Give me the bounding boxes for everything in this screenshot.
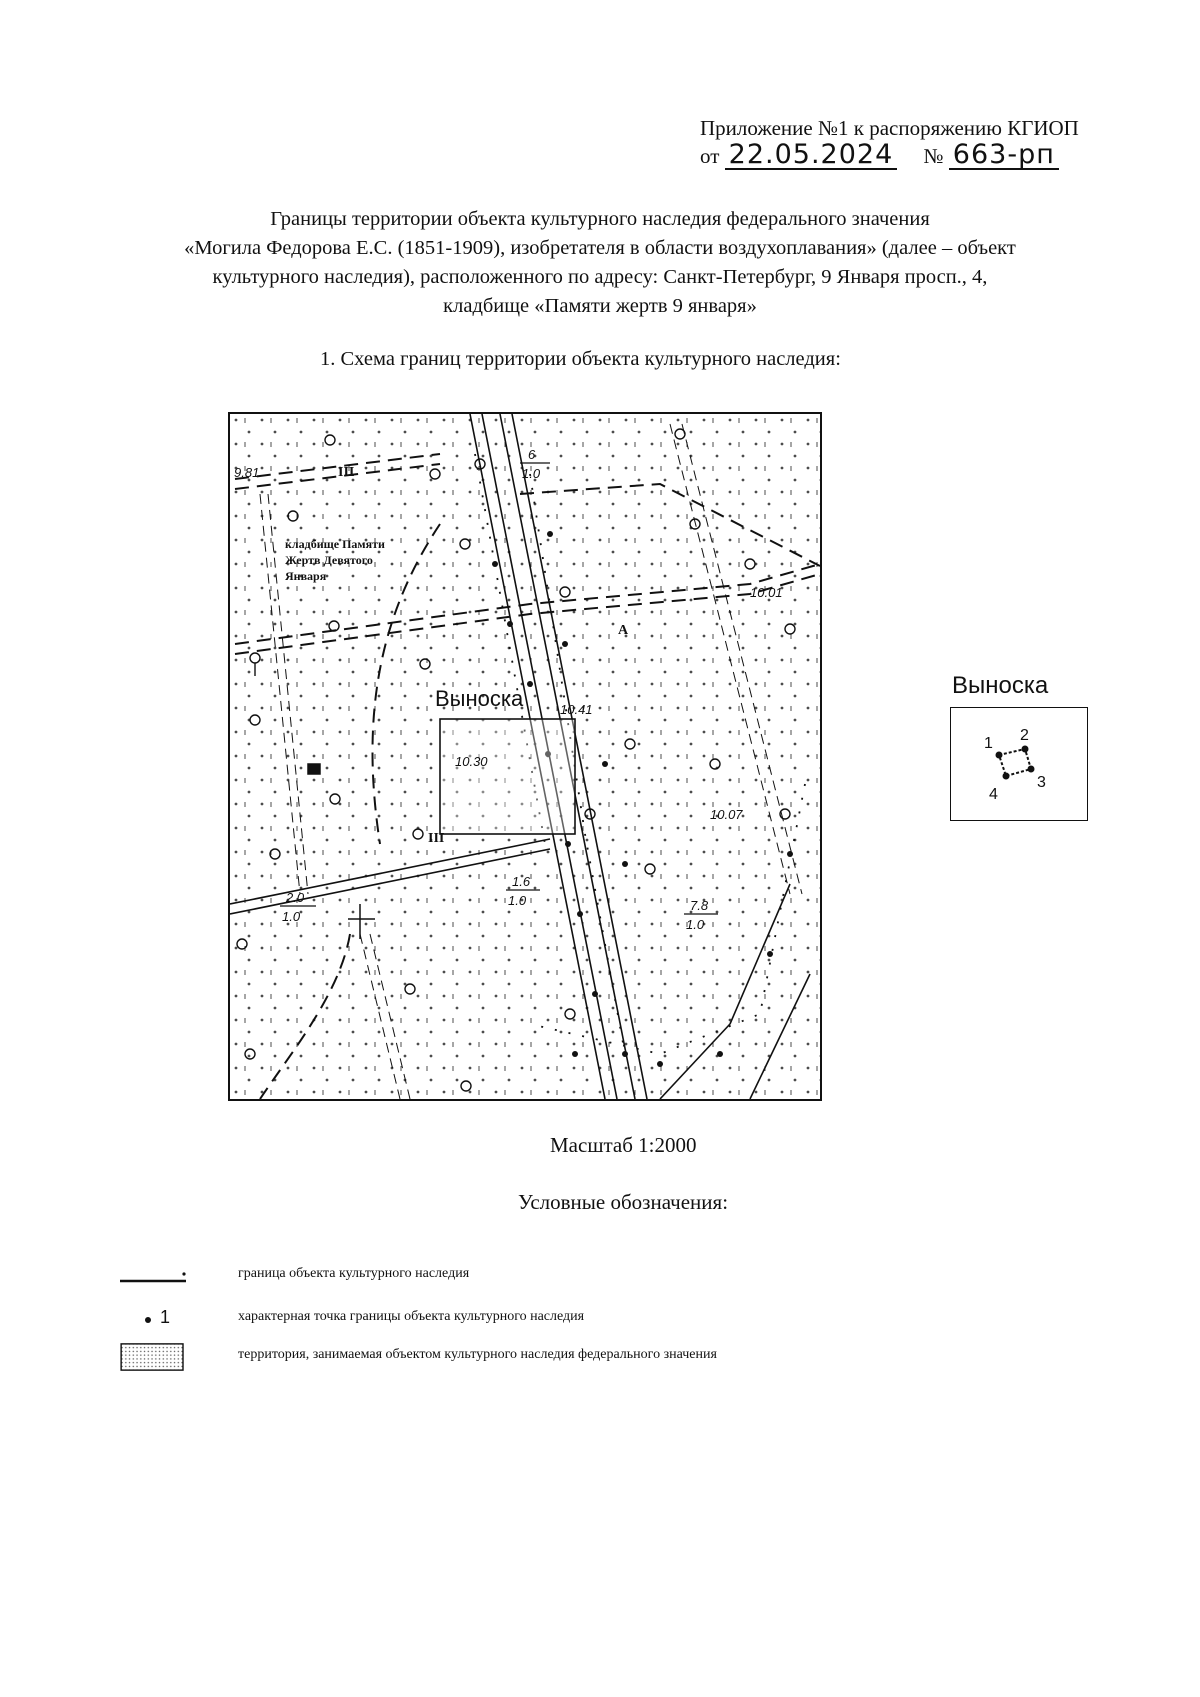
- road-dim-top: 2.0: [286, 890, 305, 905]
- elevation: 9.81: [234, 465, 260, 480]
- boundary-line-symbol: [118, 1261, 188, 1291]
- elevation: 10.01: [750, 585, 783, 600]
- inset-point: [1003, 773, 1010, 780]
- inset-title: Выноска: [952, 672, 1049, 699]
- legend-text: территория, занимаемая объектом культурного наследия федерального значения: [238, 1347, 717, 1362]
- inset-point: [1028, 766, 1035, 773]
- legend-item-boundary: [118, 1261, 1018, 1291]
- road-dim-bottom: 1.0: [508, 893, 527, 908]
- map-mark: III: [338, 465, 355, 480]
- legend-title: Условные обозначения:: [518, 1190, 729, 1214]
- title-line: культурного наследия), расположенного по адресу: Санкт-Петербург, 9 Января просп., 4,: [212, 266, 988, 288]
- legend-point-label: 1: [160, 1307, 171, 1327]
- legend-item-point: [118, 1304, 1018, 1334]
- inset-point-label: 1: [984, 735, 993, 752]
- place-label: Жертв Девятого: [285, 553, 373, 567]
- order-reference: [700, 139, 1059, 170]
- road-dim-top: 7.8: [690, 898, 709, 913]
- inset-panel: [950, 707, 1088, 821]
- title-line: кладбище «Памяти жертв 9 января»: [443, 295, 757, 317]
- order-date: 22.05.2024: [725, 142, 898, 170]
- map-scale: Масштаб 1:2000: [550, 1133, 697, 1157]
- road-dim-top: 6: [528, 447, 536, 462]
- place-label: Января: [285, 569, 327, 583]
- callout-frame: [440, 719, 575, 834]
- hatched-area-symbol: [118, 1342, 188, 1372]
- road-dim-bottom: 1.0: [686, 917, 705, 932]
- road-dim-top: 1.6: [512, 874, 531, 889]
- road-dim-bottom: 1.0: [522, 466, 541, 481]
- number-prefix: №: [923, 144, 944, 168]
- title-line: «Могила Федорова Е.С. (1851-1909), изобретателя в области воздухоплавания» (далее – объект: [184, 237, 1016, 259]
- legend-item-area: [118, 1342, 1018, 1372]
- elevation: 10.41: [560, 702, 593, 717]
- elevation: 10.07: [710, 807, 743, 822]
- inset-boundary: [999, 749, 1031, 776]
- boundary-map: [228, 412, 822, 1101]
- elevation: 10.30: [455, 754, 488, 769]
- legend-text: характерная точка границы объекта культурного наследия: [238, 1309, 585, 1324]
- map-mark: III: [428, 831, 445, 846]
- inset-point-label: 4: [989, 786, 998, 803]
- date-prefix: от: [700, 144, 720, 168]
- appendix-heading: Приложение №1 к распоряжению КГИОП: [700, 116, 1079, 140]
- inset-point: [996, 752, 1003, 759]
- point-symbol: [118, 1304, 188, 1334]
- legend-text: граница объекта культурного наследия: [238, 1266, 470, 1281]
- place-label: кладбище Памяти: [285, 537, 385, 551]
- document-title: [100, 205, 1100, 321]
- order-number: 663-рп: [949, 142, 1059, 170]
- inset-point-label: 3: [1037, 774, 1046, 791]
- map-mark: A: [618, 623, 629, 638]
- section-heading: 1. Схема границ территории объекта культурного наследия:: [320, 348, 841, 370]
- inset-point-label: 2: [1020, 727, 1029, 744]
- road-dim-bottom: 1.0: [282, 909, 301, 924]
- callout-map-label: Выноска: [435, 686, 524, 711]
- title-line: Границы территории объекта культурного наследия федерального значения: [270, 208, 930, 230]
- inset-point: [1022, 746, 1029, 753]
